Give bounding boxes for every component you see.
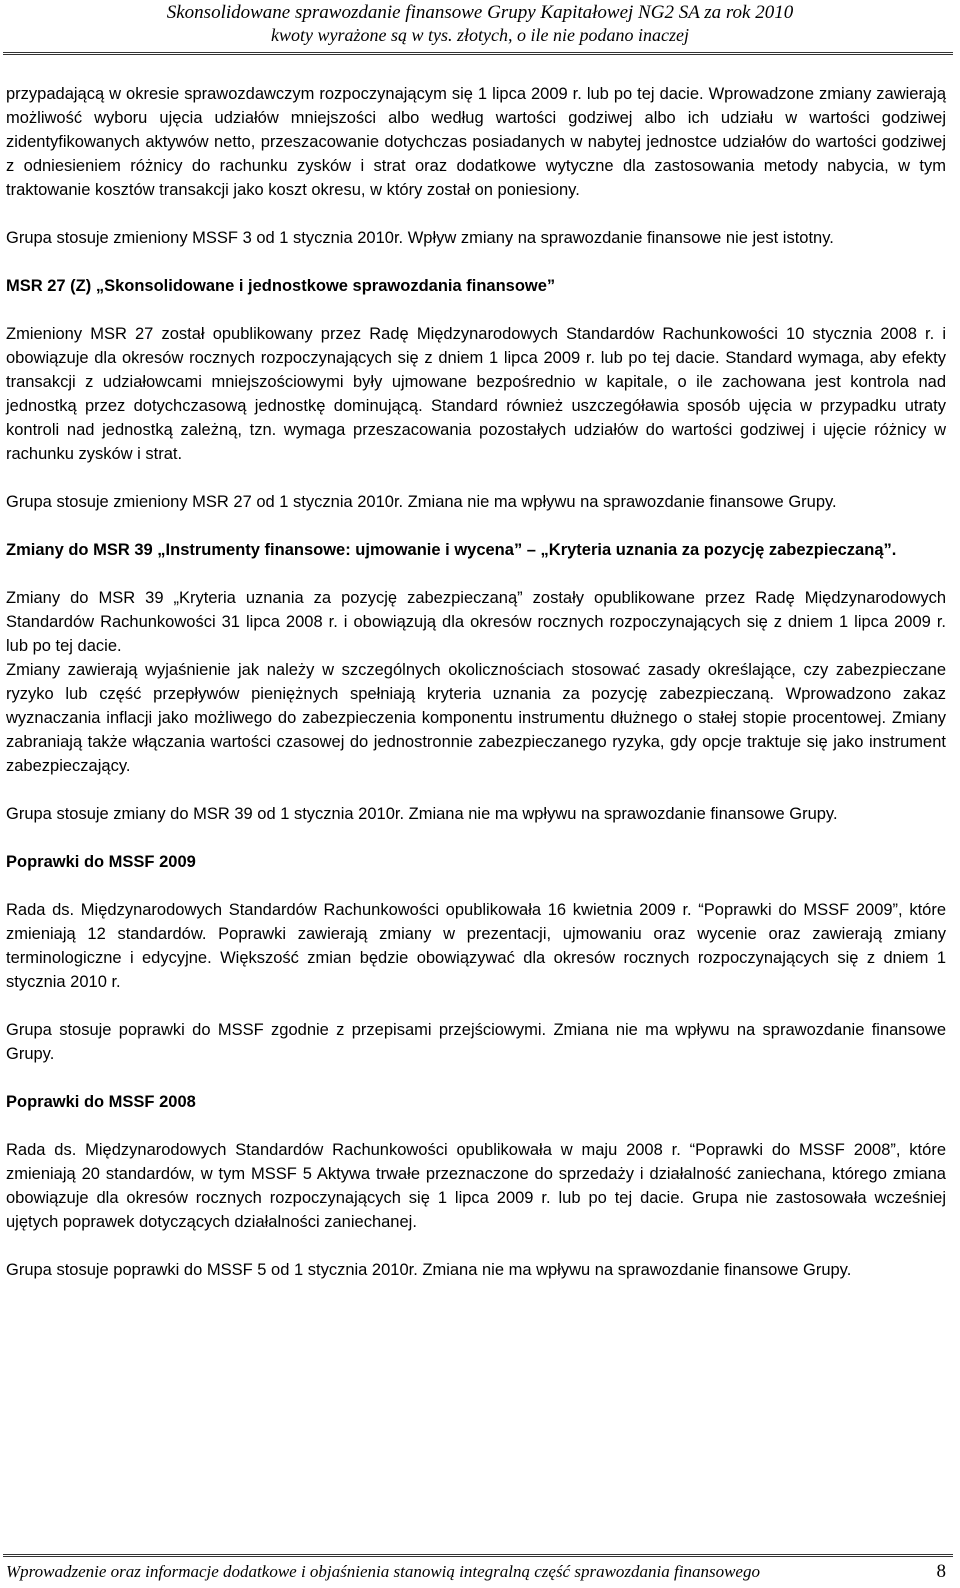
currency-note: kwoty wyrażone są w tys. złotych, o ile nie podano inaczej — [271, 25, 689, 45]
paragraph-mssf3-impact: Grupa stosuje zmieniony MSSF 3 od 1 stycznia 2010r. Wpływ zmiany na sprawozdanie finansowe nie jest istotny. — [6, 229, 834, 247]
report-title: Skonsolidowane sprawozdanie finansowe Grupy Kapitałowej NG2 SA za rok 2010 — [166, 2, 794, 23]
paragraph-mssf-2009-impact: Grupa stosuje poprawki do MSSF zgodnie z przepisami przejściowymi. Zmiana nie ma wpływu na sprawozdanie finansowe Grupy. — [6, 1021, 946, 1063]
heading-msr39: Zmiany do MSR 39 „Instrumenty finansowe: ujmowanie i wycena” – „Kryteria uznania za pozycję zabezpieczaną”. — [6, 541, 897, 559]
footer-divider — [3, 1554, 953, 1557]
paragraph-mssf-2008-details: Rada ds. Międzynarodowych Standardów Rachunkowości opublikowała w maju 2008 r. “Poprawki do MSSF 2008”, które zmieniają 20 standardów, w tym MSSF 5 Aktywa trwałe przeznaczone do sprzedaży i działalność zaniechana, którego zmiana obowiązuje dla okresów rocznych rozpoczynających się 1 lipca 2009 r. lub po tej dacie. Grupa nie zastosowała wcześniej ujętych poprawek dotyczących działalności zaniechanej. — [6, 1141, 946, 1231]
page-number: 8 — [936, 1561, 946, 1582]
paragraph-msr39-publication: Zmiany do MSR 39 „Kryteria uznania za pozycję zabezpieczaną” zostały opublikowane przez Radę Międzynarodowych Standardów Rachunkowości 31 lipca 2008 r. i obowiązują dla okresów rocznych rozpoczynających się z dniem 1 lipca 2009 r. lub po tej dacie. — [6, 589, 946, 655]
paragraph-msr27-impact: Grupa stosuje zmieniony MSR 27 od 1 stycznia 2010r. Zmiana nie ma wpływu na sprawozdanie finansowe Grupy. — [6, 493, 837, 511]
header-divider — [3, 52, 953, 55]
paragraph-mssf3-changes: przypadającą w okresie sprawozdawczym rozpoczynającym się 1 lipca 2009 r. lub po tej dacie. Wprowadzone zmiany zawierają możliwość wyboru ujęcia udziałów mniejszości albo według wartości godziwej albo ich udziału w wartości godziwej zidentyfikowanych aktywów netto, przeszacowanie dotychczas posiadanych w nabytej jednostce udziałów do wartości godziwej z odniesieniem różnicy do rachunku zysków i strat oraz dodatkowe wytyczne dla zastosowania metody nabycia, w tym traktowanie kosztów transakcji jako koszt okresu, w który został on poniesiony. — [6, 85, 946, 199]
document-body — [6, 82, 946, 1282]
paragraph-mssf-2009-details: Rada ds. Międzynarodowych Standardów Rachunkowości opublikowała 16 kwietnia 2009 r. “Poprawki do MSSF 2009”, które zmieniają 12 standardów. Poprawki zawierają zmiany w prezentacji, ujmowaniu oraz wycenie oraz zawierają zmiany terminologiczne i edycyjne. Większość zmian będzie obowiązywać dla okresów rocznych rozpoczynających się z dniem 1 stycznia 2010 r. — [6, 901, 946, 991]
heading-msr27: MSR 27 (Z) „Skonsolidowane i jednostkowe sprawozdania finansowe” — [6, 277, 556, 295]
footer-note: Wprowadzenie oraz informacje dodatkowe i objaśnienia stanowią integralną część sprawozdania finansowego — [6, 1562, 760, 1581]
paragraph-msr27-details: Zmieniony MSR 27 został opublikowany przez Radę Międzynarodowych Standardów Rachunkowości 10 stycznia 2008 r. i obowiązuje dla okresów rocznych rozpoczynających się z dniem 1 lipca 2009 r. lub po tej dacie. Standard wymaga, aby efekty transakcji z udziałowcami mniejszościowymi były ujmowane bezpośrednio w kapitale, o ile zachowana jest kontrola nad jednostką przez dotychczasową jednostkę dominującą. Standard również uszczegóławia sposób ujęcia w przypadku utraty kontroli nad jednostką zależną, tzn. wymaga przeszacowania pozostałych udziałów do wartości godziwej i ujęcie różnicy w rachunku zysków i strat. — [6, 325, 946, 463]
page-footer — [6, 1560, 946, 1586]
paragraph-mssf-2008-impact: Grupa stosuje poprawki do MSSF 5 od 1 stycznia 2010r. Zmiana nie ma wpływu na sprawozdanie finansowe Grupy. — [6, 1261, 852, 1279]
paragraph-msr39-impact: Grupa stosuje zmiany do MSR 39 od 1 stycznia 2010r. Zmiana nie ma wpływu na sprawozdanie finansowe Grupy. — [6, 805, 838, 823]
heading-mssf-2008: Poprawki do MSSF 2008 — [6, 1093, 196, 1111]
paragraph-msr39-details: Zmiany zawierają wyjaśnienie jak należy w szczególnych okolicznościach stosować zasady określające, czy zabezpieczane ryzyko lub część przepływów pieniężnych spełniają kryteria uznania za pozycję zabezpieczaną. Wprowadzono zakaz wyznaczania inflacji jako możliwego do zabezpieczenia komponentu instrumentu dłużnego o stałej stopie procentowej. Zmiany zabraniają także włączania wartości czasowej do jednostronnie zabezpieczanego ryzyka, gdy opcje traktuje się jako instrument zabezpieczający. — [6, 661, 946, 775]
heading-mssf-2009: Poprawki do MSSF 2009 — [6, 853, 196, 871]
